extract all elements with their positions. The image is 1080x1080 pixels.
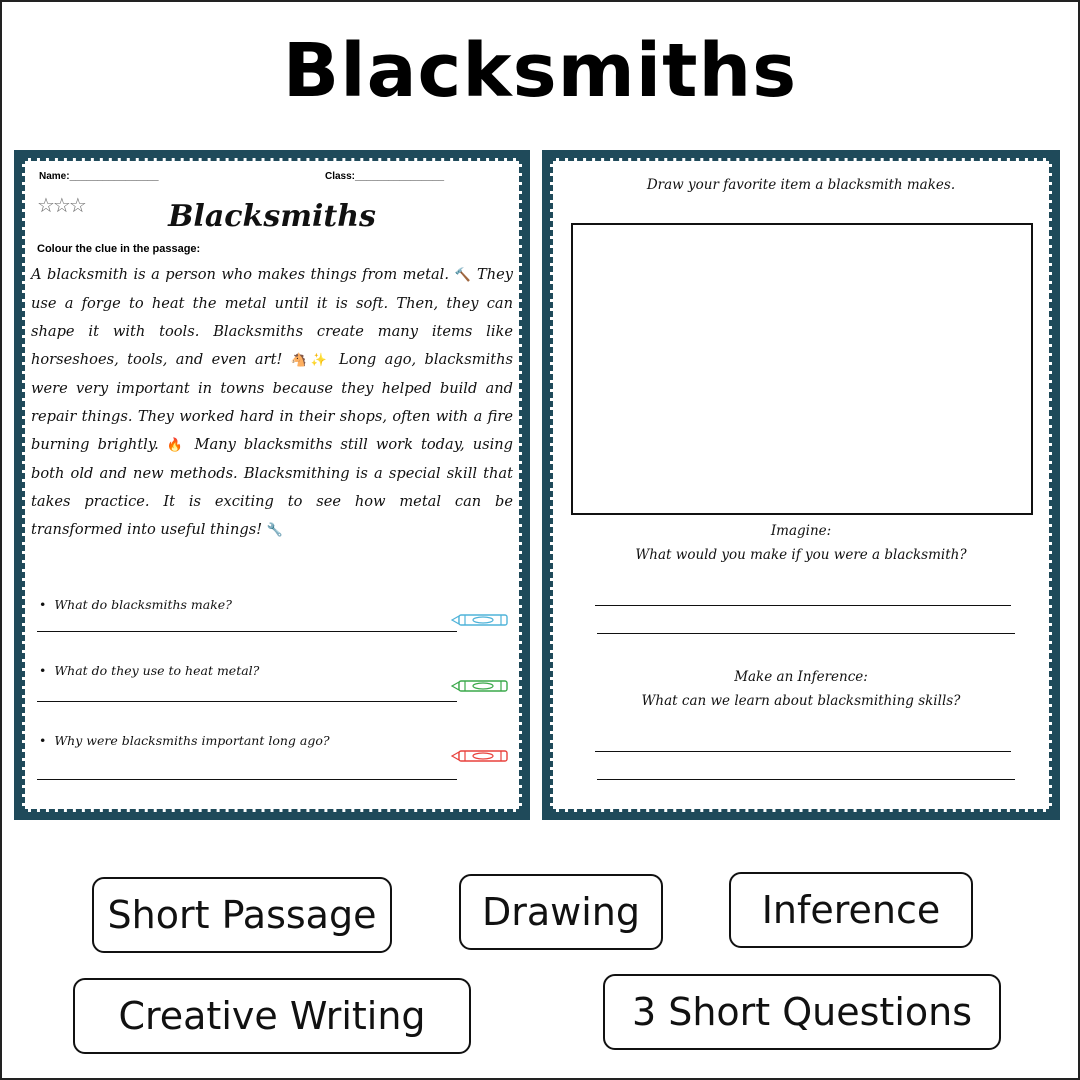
- answer-line: [597, 779, 1015, 780]
- product-title: Blacksmiths: [282, 28, 798, 114]
- rating-stars: ☆☆☆: [37, 195, 85, 217]
- worksheet-sheet: [550, 158, 1052, 812]
- answer-line: [595, 605, 1011, 606]
- tag-inference: Inference: [729, 872, 973, 948]
- crayon-icon: [451, 613, 509, 627]
- worksheet-title: Blacksmiths: [168, 199, 376, 234]
- inference-heading: Make an Inference:: [734, 669, 868, 685]
- reading-passage: [31, 261, 513, 545]
- emoji-icon: 🐴✨: [290, 353, 331, 368]
- draw-prompt: Draw your favorite item a blacksmith makes.: [646, 177, 956, 193]
- passage-text: Many blacksmiths still work today, using both old and new methods. Blacksmithing is a special skill that takes practice. It is exciting to see how metal can be transformed into useful things!: [31, 436, 514, 538]
- instruction-text: Colour the clue in the passage:: [37, 243, 201, 255]
- imagine-heading: Imagine:: [770, 523, 832, 539]
- tag-drawing: Drawing: [459, 874, 663, 950]
- answer-line: [37, 779, 457, 780]
- crayon-icon: [451, 749, 509, 763]
- answer-line: [37, 701, 457, 702]
- answer-line: [597, 633, 1015, 634]
- emoji-icon: 🔥: [166, 438, 187, 453]
- answer-line: [595, 751, 1011, 752]
- drawing-box[interactable]: [571, 223, 1033, 515]
- question-2: • What do they use to heat metal?: [39, 663, 260, 678]
- passage-text: A blacksmith is a person who makes things from metal.: [31, 266, 455, 283]
- passage-text: They use a forge to heat the metal until it is soft. Then, they can shape it with tools. Blacksmiths create many items like horseshoes, tools, and even art!: [31, 266, 513, 368]
- answer-line: [37, 631, 457, 632]
- passage-text: Long ago, blacksmiths were very important in towns because they helped build and repair things. They worked hard in their shops, often with a fire burning brightly.: [31, 351, 514, 453]
- imagine-question: What would you make if you were a blacksmith?: [635, 547, 967, 563]
- tag-short-questions: 3 Short Questions: [603, 974, 1001, 1050]
- class-field: Class:________________: [325, 171, 444, 182]
- tag-creative-writing: Creative Writing: [73, 978, 471, 1054]
- worksheet-sheet: [22, 158, 522, 812]
- inference-question: What can we learn about blacksmithing skills?: [641, 693, 961, 709]
- tag-short-passage: Short Passage: [92, 877, 392, 953]
- worksheet-page-passage: [14, 150, 530, 820]
- name-field: Name:________________: [39, 171, 159, 182]
- crayon-icon: [451, 679, 509, 693]
- worksheet-page-drawing: [542, 150, 1060, 820]
- emoji-icon: 🔨: [454, 268, 472, 283]
- question-1: • What do blacksmiths make?: [39, 597, 232, 612]
- emoji-icon: 🔧: [266, 523, 283, 538]
- question-3: • Why were blacksmiths important long ago?: [39, 733, 330, 748]
